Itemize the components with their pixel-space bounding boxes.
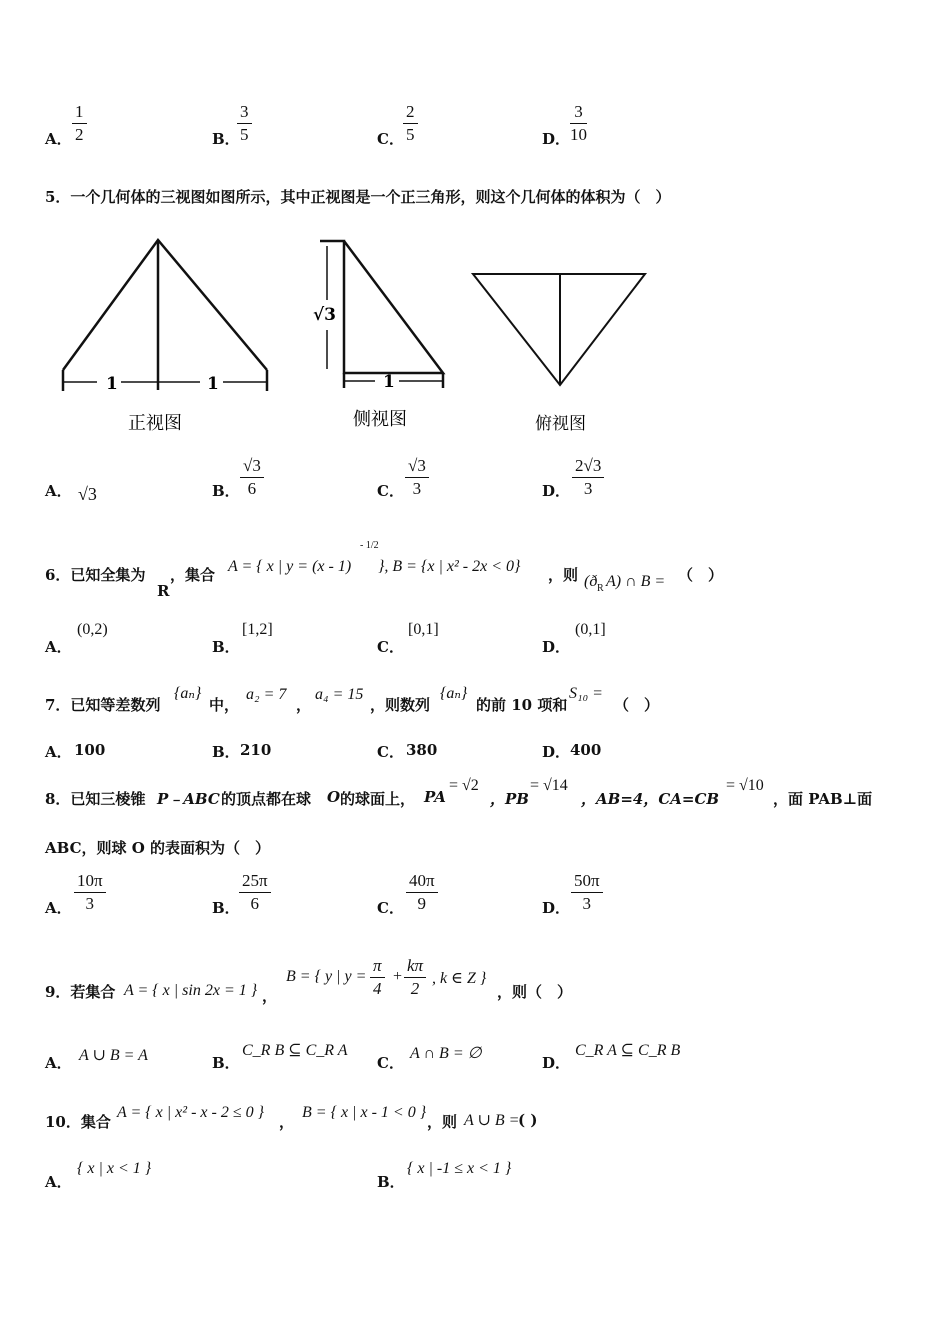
option-letter[interactable]: C． [377, 899, 404, 917]
option-value: { x | x < 1 } [77, 1160, 152, 1177]
exponent: - 1/2 [360, 540, 379, 551]
option-value: C_R B ⊆ C_R A [242, 1042, 348, 1059]
fraction: $\frac{1}{2}$ [72, 101, 87, 146]
option-letter[interactable]: C． [377, 1054, 404, 1072]
q5-stem: 5．一个几何体的三视图如图所示，其中正视图是一个正三角形，则这个几何体的体积为（ ） [45, 188, 671, 206]
option-letter[interactable]: A． [45, 130, 72, 148]
option-letter[interactable]: D． [542, 482, 571, 500]
option-letter[interactable]: C． [377, 130, 404, 148]
front-view-label: 正视图 [128, 413, 182, 434]
option-letter[interactable]: C． [377, 638, 404, 656]
fraction: $\frac{3}{10}$ [570, 102, 587, 144]
sequence-symbol: {aₙ} [174, 685, 202, 702]
option-value: { x | -1 ≤ x < 1 } [407, 1160, 512, 1177]
top-view [473, 274, 645, 385]
option-letter[interactable]: D． [542, 1054, 571, 1072]
R-symbol: R [157, 582, 170, 600]
option-letter[interactable]: B． [212, 482, 240, 500]
dim-label: 1 [383, 372, 395, 392]
option-letter[interactable]: B． [377, 1173, 405, 1191]
option-letter[interactable]: A． [45, 743, 72, 761]
option-letter[interactable]: A． [45, 638, 72, 656]
sequence-symbol: {aₙ} [440, 685, 468, 702]
fraction: $\frac{10\pi}{3}$ [74, 870, 106, 915]
set-B: B = { y | y = [286, 968, 367, 985]
side-view-label: 侧视图 [353, 409, 407, 430]
fraction: $\frac{2√3}{3}$ [572, 455, 604, 500]
option-value: 380 [406, 741, 438, 759]
dim-label: 1 [106, 374, 118, 394]
option-letter[interactable]: B． [212, 638, 240, 656]
option-value: A ∩ B = ∅ [410, 1045, 482, 1062]
option-value: 100 [74, 741, 106, 759]
dim-label: √3 [313, 305, 337, 325]
set-B: }, B = {x | x² - 2x < 0} [378, 558, 521, 575]
option-letter[interactable]: D． [542, 743, 571, 761]
dim-label: 1 [207, 374, 219, 394]
fraction: $\frac{2}{5}$ [403, 101, 418, 146]
option-letter[interactable]: A． [45, 1173, 72, 1191]
option-letter[interactable]: A． [45, 1054, 72, 1072]
three-view-figure [55, 228, 655, 443]
front-view [63, 240, 267, 391]
option-letter[interactable]: B． [212, 1054, 240, 1072]
fraction: $\frac{k\pi}{2}$ [404, 955, 426, 1000]
option-letter[interactable]: A． [45, 482, 72, 500]
fraction: $\frac{3}{5}$ [237, 101, 252, 146]
option-value: [1,2] [242, 621, 273, 638]
set-A: A = { x | x² - x - 2 ≤ 0 } [117, 1104, 265, 1121]
fraction: $\frac{\pi}{4}$ [370, 955, 385, 1000]
fraction: $\frac{√3}{3}$ [405, 455, 429, 500]
complement-expr: (ð [584, 573, 598, 590]
option-letter[interactable]: B． [212, 899, 240, 917]
option-value: A ∪ B = A [79, 1047, 148, 1064]
option-letter[interactable]: B． [212, 743, 240, 761]
set-B: B = { x | x - 1 < 0 } [302, 1104, 427, 1121]
option-letter[interactable]: D． [542, 899, 571, 917]
fraction: $\frac{50\pi}{3}$ [571, 870, 603, 915]
fraction: $\frac{√3}{6}$ [240, 455, 264, 500]
option-value: [0,1] [408, 621, 439, 638]
option-value: C_R A ⊆ C_R B [575, 1042, 681, 1059]
option-value: 210 [240, 741, 272, 759]
fraction: $\frac{25\pi}{6}$ [239, 870, 271, 915]
set-A: A = { x | sin 2x = 1 } [124, 982, 258, 999]
option-value: (0,2) [77, 621, 108, 638]
option-letter[interactable]: C． [377, 482, 404, 500]
option-value: 400 [570, 741, 602, 759]
option-letter[interactable]: B． [212, 130, 240, 148]
option-letter[interactable]: D． [542, 638, 571, 656]
option-value: √3 [78, 484, 97, 504]
top-view-label: 俯视图 [535, 414, 586, 434]
option-letter[interactable]: D． [542, 130, 571, 148]
side-view [320, 241, 443, 388]
fraction: $\frac{40\pi}{9}$ [406, 870, 438, 915]
set-A: A = { x | y = (x - 1) [228, 558, 352, 575]
option-value: (0,1] [575, 621, 606, 638]
option-letter[interactable]: A． [45, 899, 72, 917]
option-letter[interactable]: C． [377, 743, 404, 761]
